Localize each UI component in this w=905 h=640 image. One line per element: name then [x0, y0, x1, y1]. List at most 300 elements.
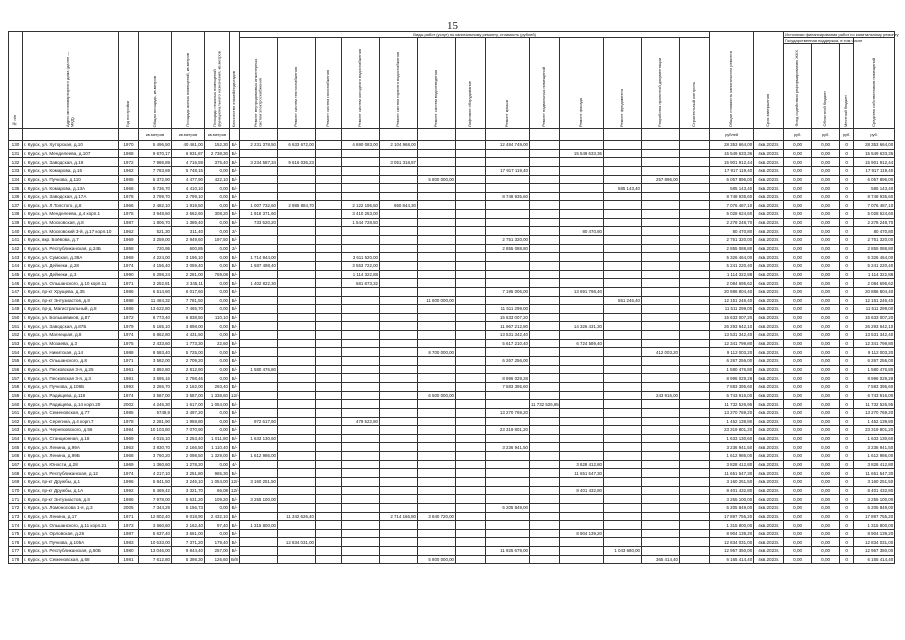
work-cost-cell — [642, 521, 680, 530]
fund-cell: 0,00 — [784, 296, 812, 305]
address-cell: г. Курск, ул. Песковская 3-я, д.3 — [23, 374, 119, 383]
work-cost-cell — [642, 512, 680, 521]
work-cost-cell — [278, 313, 316, 322]
year-cell: 1988 — [119, 296, 139, 305]
address-cell: г. Курск, ул. Московская, д.8 — [23, 218, 119, 227]
fund-cell: 0,00 — [784, 313, 812, 322]
nonliving-area-cell: 179,40 — [205, 538, 230, 547]
local-cell: 0 — [840, 460, 854, 469]
work-cost-cell: 479 522,80 — [342, 417, 380, 426]
work-cost-cell — [380, 400, 418, 409]
address-cell: г. Курск, ул. Радищева, д.118 — [23, 391, 119, 400]
owners-cell: 1 580 476,80 — [854, 365, 895, 374]
work-cost-cell — [680, 339, 710, 348]
living-area-cell: 9 844,40 — [172, 547, 205, 556]
work-cost-cell — [530, 296, 560, 305]
year-cell: 1974 — [119, 261, 139, 270]
work-cost-cell — [316, 460, 342, 469]
period-cell: 4кв.2023г. — [754, 512, 784, 521]
table-row — [9, 357, 895, 366]
work-cost-cell — [642, 503, 680, 512]
living-area-cell: 5 725,00 — [172, 348, 205, 357]
address-cell: г. Курск, ул. Менделеева, д.4 корп.1 — [23, 210, 119, 219]
total-area-cell: 3 582,00 — [139, 357, 172, 366]
fund-cell: 0,00 — [784, 253, 812, 262]
year-cell: 1990 — [119, 270, 139, 279]
work-cost-cell — [240, 486, 278, 495]
total-area-cell: 1 806,70 — [139, 218, 172, 227]
period-cell: 4кв.2023г. — [754, 158, 784, 167]
year-cell: 1992 — [119, 486, 139, 495]
address-cell: г. Курск, ул. Сумская, д.38А — [23, 253, 119, 262]
local-cell: 0 — [840, 296, 854, 305]
year-cell: 1996 — [119, 477, 139, 486]
total-area-cell: 4 224,00 — [139, 253, 172, 262]
owners-cell: 1 315 800,00 — [854, 521, 895, 530]
work-cost-cell — [278, 555, 316, 564]
work-cost-cell — [456, 495, 486, 504]
work-cost-cell — [342, 443, 380, 452]
work-cost-cell — [380, 452, 418, 461]
nonliving-area-cell: 1 110,40 — [205, 443, 230, 452]
work-cost-cell — [342, 357, 380, 366]
region-cell: 0,00 — [812, 512, 840, 521]
fund-cell: 0,00 — [784, 322, 812, 331]
work-cost-cell — [418, 149, 456, 158]
work-cost-cell: 3 840 720,00 — [418, 512, 456, 521]
work-cost-cell — [560, 270, 604, 279]
table-row — [9, 417, 895, 426]
work-cost-cell — [560, 357, 604, 366]
total-area-cell: 7 986,89 — [139, 158, 172, 167]
col-status-header: Количество этажей/подъездов — [230, 32, 240, 129]
work-cost-cell: 1 114 322,88 — [342, 270, 380, 279]
work-cost-cell — [486, 201, 530, 210]
work-cost-cell — [642, 192, 680, 201]
work-cost-cell — [560, 218, 604, 227]
total-cost-cell: 11 732 526,95 — [710, 400, 754, 409]
work-cost-cell — [278, 477, 316, 486]
col-living-area-header: Площадь жилых помещений, кв.метров — [172, 32, 205, 129]
work-cost-cell: 681 873,32 — [342, 279, 380, 288]
address-cell: г. Курск, ул. Ленина, д.17 — [23, 512, 119, 521]
work-cost-cell — [316, 184, 342, 193]
owners-cell: 5 326 464,00 — [854, 253, 895, 262]
work-cost-cell — [316, 538, 342, 547]
region-cell: 0,00 — [812, 192, 840, 201]
work-cost-cell — [642, 279, 680, 288]
work-cost-cell — [456, 279, 486, 288]
address-cell: г. Курск, пр-д. Магистральный, д.8 — [23, 305, 119, 314]
local-cell: 0 — [840, 261, 854, 270]
work-cost-cell — [680, 322, 710, 331]
work-cost-cell: 11 342 626,40 — [278, 512, 316, 521]
work-cost-cell — [530, 365, 560, 374]
work-cost-cell — [380, 313, 418, 322]
work-cost-cell — [278, 236, 316, 245]
work-header: Ремонт систем водоотведения — [418, 38, 456, 129]
work-cost-cell — [278, 210, 316, 219]
living-area-cell: 3 196,10 — [172, 253, 205, 262]
work-cost-cell — [486, 495, 530, 504]
address-cell: г. Курск, ул. Большевиков, д.87 — [23, 313, 119, 322]
work-cost-cell — [456, 434, 486, 443]
row-number-cell: 134 — [9, 175, 23, 184]
work-cost-cell — [530, 477, 560, 486]
fund-cell: 0,00 — [784, 261, 812, 270]
work-cost-cell — [316, 236, 342, 245]
work-cost-cell — [342, 331, 380, 340]
total-cost-cell: 23 319 801,20 — [710, 426, 754, 435]
work-cost-cell — [240, 547, 278, 556]
owners-cell: 1 633 130,60 — [854, 434, 895, 443]
work-cost-cell — [240, 529, 278, 538]
work-cost-cell — [418, 166, 456, 175]
total-area-cell: 5 637,40 — [139, 529, 172, 538]
work-cost-cell — [642, 374, 680, 383]
living-area-cell: 7 781,50 — [172, 296, 205, 305]
work-cost-cell — [418, 141, 456, 150]
work-cost-cell — [604, 365, 642, 374]
region-cell: 0,00 — [812, 460, 840, 469]
owners-cell: 7 076 487,10 — [854, 201, 895, 210]
total-area-cell: 2 482,10 — [139, 201, 172, 210]
region-cell: 0,00 — [812, 452, 840, 461]
year-cell: 2002 — [119, 400, 139, 409]
period-cell: 4кв.2023г. — [754, 201, 784, 210]
work-cost-cell — [342, 175, 380, 184]
total-area-cell: 7 978,00 — [139, 495, 172, 504]
table-row — [9, 158, 895, 167]
total-cost-cell: 2 855 088,80 — [710, 244, 754, 253]
total-area-cell: 13 046,00 — [139, 547, 172, 556]
owners-cell: 13 270 769,20 — [854, 408, 895, 417]
region-cell: 0,00 — [812, 261, 840, 270]
address-cell: г. Курск, ул. Мозаева, д.3 — [23, 339, 119, 348]
year-cell: 1975 — [119, 339, 139, 348]
total-cost-cell: 8 904 139,20 — [710, 529, 754, 538]
total-area-cell: 3 259,00 — [139, 236, 172, 245]
period-cell: 4кв.2023г. — [754, 331, 784, 340]
work-cost-cell — [560, 417, 604, 426]
table-row — [9, 382, 895, 391]
address-cell: г. Курск, ул. Пучкова, д.106Б — [23, 382, 119, 391]
region-cell: 0,00 — [812, 296, 840, 305]
period-cell: 4кв.2023г. — [754, 192, 784, 201]
row-number-cell: 165 — [9, 443, 23, 452]
row-number-cell: 160 — [9, 400, 23, 409]
work-cost-cell — [418, 236, 456, 245]
row-number-cell: 152 — [9, 331, 23, 340]
fund-cell: 0,00 — [784, 270, 812, 279]
work-cost-cell — [342, 382, 380, 391]
work-cost-cell: 2 985 884,70 — [278, 201, 316, 210]
work-cost-cell — [456, 236, 486, 245]
work-cost-cell — [456, 201, 486, 210]
work-cost-cell: 8 748 935,60 — [486, 192, 530, 201]
work-cost-cell — [316, 477, 342, 486]
work-cost-cell — [456, 296, 486, 305]
living-area-cell: 2 345,11 — [172, 279, 205, 288]
local-cell: 0 — [840, 547, 854, 556]
row-number-cell: 168 — [9, 469, 23, 478]
work-cost-cell — [530, 357, 560, 366]
address-cell: г. Курск, ул. Заводская, д.87Б — [23, 322, 119, 331]
work-cost-cell — [560, 201, 604, 210]
work-cost-cell — [642, 270, 680, 279]
work-cost-cell — [316, 434, 342, 443]
work-cost-cell — [380, 443, 418, 452]
work-cost-cell — [380, 374, 418, 383]
page-number: 15 — [447, 20, 458, 32]
living-area-cell: 3 898,00 — [172, 322, 205, 331]
work-cost-cell: 1 402 822,30 — [240, 279, 278, 288]
region-cell: 0,00 — [812, 201, 840, 210]
living-area-cell: 3 321,70 — [172, 486, 205, 495]
work-cost-cell — [342, 305, 380, 314]
local-cell: 0 — [840, 382, 854, 391]
living-area-cell: 3 497,20 — [172, 408, 205, 417]
work-cost-cell — [642, 486, 680, 495]
address-cell: г. Курск, ул. Ленина, д.99А — [23, 443, 119, 452]
row-number-cell: 177 — [9, 547, 23, 556]
work-cost-cell — [560, 236, 604, 245]
work-cost-cell — [604, 192, 642, 201]
living-area-cell: 1 617,00 — [172, 400, 205, 409]
work-cost-cell — [530, 452, 560, 461]
work-cost-cell — [342, 452, 380, 461]
work-cost-cell — [530, 270, 560, 279]
work-cost-cell — [380, 477, 418, 486]
col-region-header: Областной бюджет — [812, 44, 840, 129]
local-cell: 0 — [840, 426, 854, 435]
work-cost-cell — [604, 382, 642, 391]
total-cost-cell: 11 511 299,00 — [710, 305, 754, 314]
work-cost-cell: 7 583 395,60 — [486, 382, 530, 391]
work-cost-cell — [418, 244, 456, 253]
work-cost-cell — [680, 391, 710, 400]
work-cost-cell — [680, 296, 710, 305]
work-cost-cell — [380, 417, 418, 426]
work-cost-cell — [604, 477, 642, 486]
work-cost-cell — [604, 486, 642, 495]
owners-cell: 6 057 896,00 — [854, 175, 895, 184]
nonliving-area-cell: 1 054,00 — [205, 400, 230, 409]
year-cell: 1969 — [119, 236, 139, 245]
work-cost-cell — [316, 382, 342, 391]
work-header: Строительный контроль — [680, 38, 710, 129]
work-cost-cell — [560, 348, 604, 357]
total-area-cell: 4 246,30 — [139, 400, 172, 409]
work-cost-cell: 3 160 251,50 — [240, 477, 278, 486]
owners-cell: 17 917 119,40 — [854, 166, 895, 175]
fund-cell: 0,00 — [784, 547, 812, 556]
work-cost-cell — [642, 322, 680, 331]
local-cell: 0 — [840, 555, 854, 564]
nonliving-area-cell: 375,40 — [205, 158, 230, 167]
work-cost-cell — [530, 201, 560, 210]
period-cell: 4кв.2023г. — [754, 503, 784, 512]
table-row — [9, 452, 895, 461]
local-cell: 0 — [840, 339, 854, 348]
table-row — [9, 218, 895, 227]
work-cost-cell — [316, 503, 342, 512]
address-cell: г. Курск, ул. Республиканская, д.12 — [23, 469, 119, 478]
period-cell: 4кв.2023г. — [754, 270, 784, 279]
region-cell: 0,00 — [812, 357, 840, 366]
owners-cell: 20 886 804,40 — [854, 287, 895, 296]
work-cost-cell — [530, 382, 560, 391]
living-area-cell: 3 253,40 — [172, 434, 205, 443]
total-area-cell: 8 773,40 — [139, 313, 172, 322]
owners-cell: 3 236 941,50 — [854, 443, 895, 452]
fund-cell: 0,00 — [784, 486, 812, 495]
total-cost-cell: 6 165 414,40 — [710, 555, 754, 564]
status-cell: Б/- — [230, 365, 240, 374]
year-cell: 1983 — [119, 538, 139, 547]
total-area-cell: 3 252,81 — [139, 279, 172, 288]
work-cost-cell — [680, 141, 710, 150]
work-cost-cell — [530, 210, 560, 219]
unit-cell: руб. — [854, 129, 895, 141]
address-cell: г. Курск, ул. Юности, д.28 — [23, 460, 119, 469]
fund-cell: 0,00 — [784, 236, 812, 245]
table-row — [9, 486, 895, 495]
work-cost-cell — [680, 270, 710, 279]
living-area-cell: 2 812,90 — [172, 365, 205, 374]
status-cell: Б/- — [230, 374, 240, 383]
nonliving-area-cell: 0,00 — [205, 244, 230, 253]
total-area-cell: 7 783,69 — [139, 166, 172, 175]
work-cost-cell — [456, 477, 486, 486]
work-cost-cell — [342, 322, 380, 331]
work-cost-cell — [380, 426, 418, 435]
work-cost-cell — [418, 331, 456, 340]
work-cost-cell — [642, 417, 680, 426]
total-area-cell: 12 802,40 — [139, 512, 172, 521]
work-cost-cell — [680, 201, 710, 210]
period-cell: 4кв.2023г. — [754, 443, 784, 452]
work-cost-cell — [240, 331, 278, 340]
work-cost-cell — [278, 227, 316, 236]
owners-cell: 12 341 799,80 — [854, 339, 895, 348]
fund-cell: 0,00 — [784, 391, 812, 400]
region-cell: 0,00 — [812, 149, 840, 158]
work-cost-cell: 12 484 749,00 — [486, 141, 530, 150]
fund-cell: 0,00 — [784, 158, 812, 167]
work-cost-cell — [642, 227, 680, 236]
work-cost-cell — [680, 279, 710, 288]
work-cost-cell — [316, 452, 342, 461]
total-area-cell: 4 217,10 — [139, 469, 172, 478]
row-number-cell: 150 — [9, 313, 23, 322]
work-cost-cell — [560, 521, 604, 530]
local-cell: 0 — [840, 218, 854, 227]
work-cost-cell — [642, 443, 680, 452]
year-cell: 1978 — [119, 192, 139, 201]
period-cell: 4кв.2023г. — [754, 348, 784, 357]
region-cell: 0,00 — [812, 270, 840, 279]
owners-cell: 8 996 029,28 — [854, 374, 895, 383]
work-header: Ремонт систем холодного водоснабжения — [342, 38, 380, 129]
work-cost-cell — [316, 521, 342, 530]
period-cell: 4кв.2023г. — [754, 166, 784, 175]
work-cost-cell — [456, 270, 486, 279]
row-number-cell: 130 — [9, 141, 23, 150]
work-cost-cell — [642, 166, 680, 175]
work-cost-cell — [560, 365, 604, 374]
work-cost-cell: 3 051 318,87 — [380, 158, 418, 167]
row-number-cell: 147 — [9, 287, 23, 296]
nonliving-area-cell: 2 432,10 — [205, 512, 230, 521]
work-cost-cell — [240, 244, 278, 253]
work-cost-cell — [418, 270, 456, 279]
period-cell: 4кв.2023г. — [754, 279, 784, 288]
work-cost-cell — [316, 529, 342, 538]
year-cell: 1986 — [119, 495, 139, 504]
local-cell: 0 — [840, 452, 854, 461]
work-cost-cell — [418, 477, 456, 486]
work-cost-cell — [418, 374, 456, 383]
work-cost-cell — [642, 495, 680, 504]
region-cell: 0,00 — [812, 529, 840, 538]
local-cell: 0 — [840, 374, 854, 383]
work-cost-cell — [456, 521, 486, 530]
owners-cell: 6 165 414,40 — [854, 555, 895, 564]
work-cost-cell — [560, 434, 604, 443]
address-cell: г. Курск, пр-кт Энтузиастов, д.8 — [23, 495, 119, 504]
region-cell: 0,00 — [812, 477, 840, 486]
status-cell: Б/- — [230, 512, 240, 521]
work-cost-cell: 3 255 100,00 — [240, 495, 278, 504]
work-cost-cell — [380, 149, 418, 158]
region-cell: 0,00 — [812, 365, 840, 374]
work-cost-cell — [342, 521, 380, 530]
work-cost-cell — [456, 253, 486, 262]
address-cell: г. Курск, ул. Орловская, д.26 — [23, 529, 119, 538]
capital-repair-table-sheet — [8, 31, 899, 631]
work-cost-cell — [342, 166, 380, 175]
work-cost-cell — [456, 374, 486, 383]
work-cost-cell — [642, 141, 680, 150]
living-area-cell: 600,85 — [172, 244, 205, 253]
work-cost-cell — [316, 227, 342, 236]
work-cost-cell — [240, 305, 278, 314]
work-cost-cell — [342, 503, 380, 512]
work-cost-cell — [642, 296, 680, 305]
work-cost-cell — [456, 210, 486, 219]
work-cost-cell: 1 633 130,60 — [240, 434, 278, 443]
owners-cell: 3 160 251,50 — [854, 477, 895, 486]
period-cell: 4кв.2023г. — [754, 426, 784, 435]
work-cost-cell — [342, 348, 380, 357]
period-cell: 4кв.2023г. — [754, 391, 784, 400]
region-cell: 0,00 — [812, 227, 840, 236]
work-cost-cell — [456, 175, 486, 184]
work-cost-cell — [316, 192, 342, 201]
work-cost-cell — [680, 166, 710, 175]
status-cell: Б/- — [230, 236, 240, 245]
work-cost-cell — [642, 339, 680, 348]
work-cost-cell — [604, 279, 642, 288]
work-cost-cell — [680, 305, 710, 314]
address-cell: г. Курск, ул. Ольшанского, д.10 корп.11 — [23, 279, 119, 288]
status-cell: Б/- — [230, 469, 240, 478]
work-cost-cell — [560, 374, 604, 383]
region-cell: 0,00 — [812, 184, 840, 193]
work-cost-cell — [316, 279, 342, 288]
work-cost-cell — [604, 348, 642, 357]
